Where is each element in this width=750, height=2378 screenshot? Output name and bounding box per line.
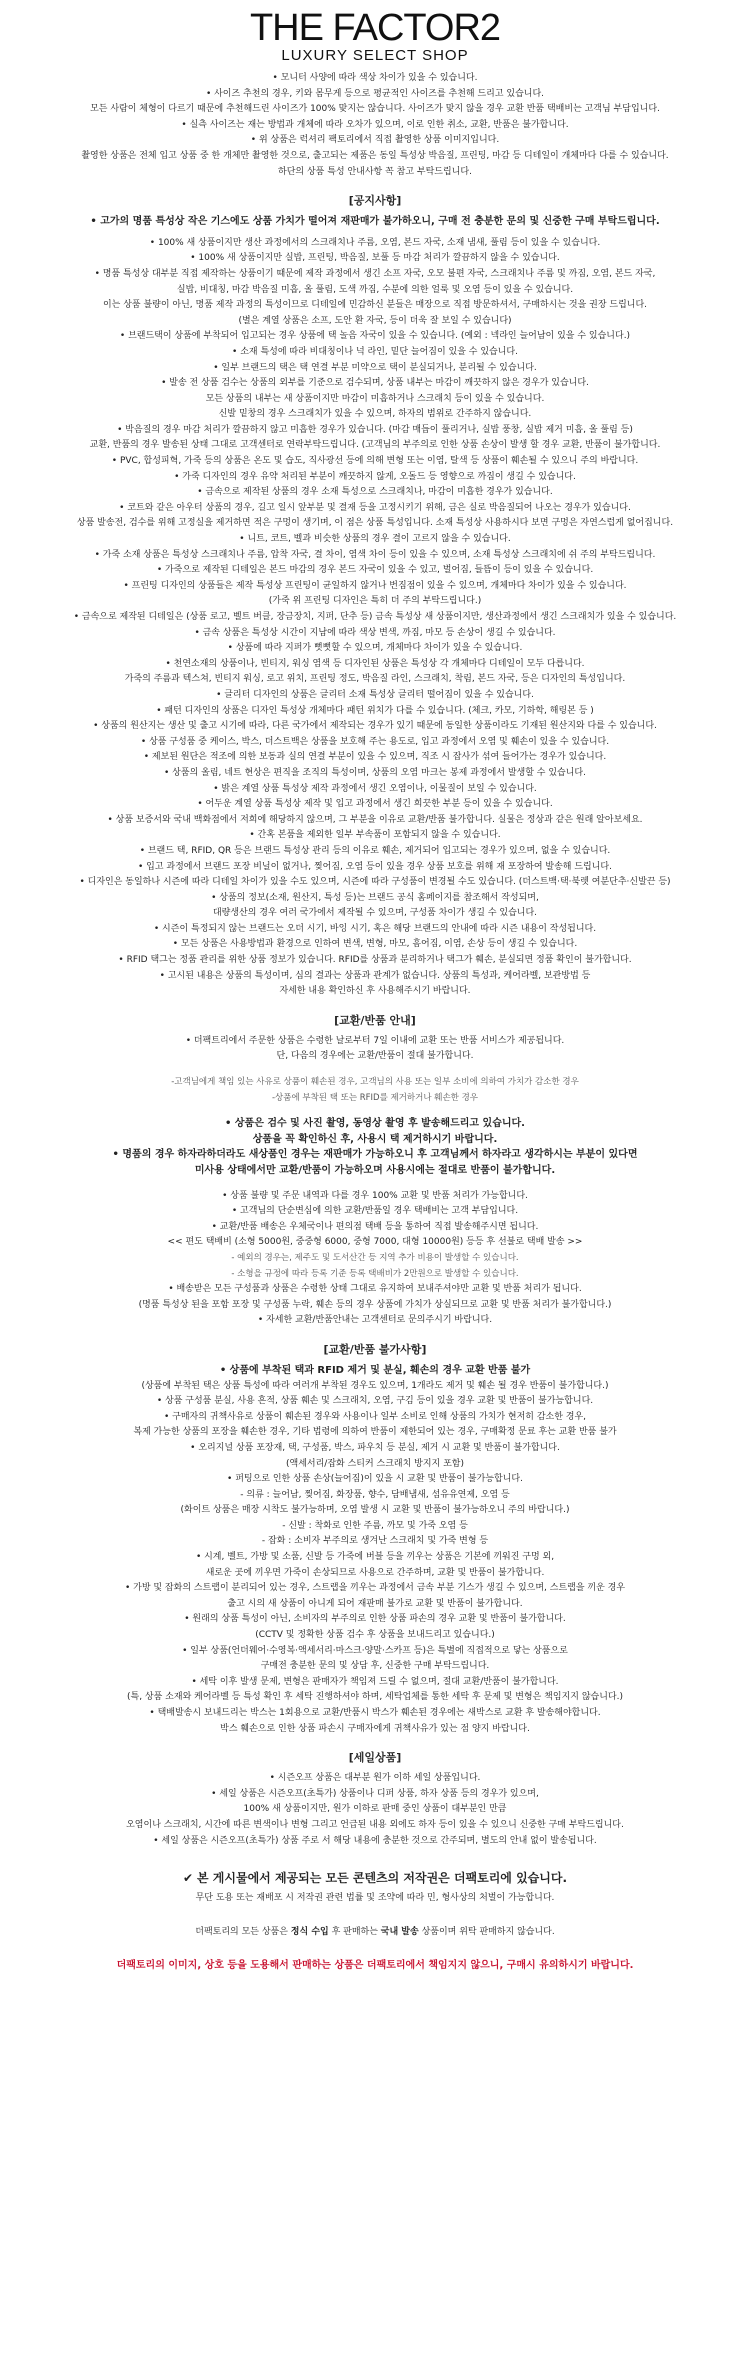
sale-lines (8, 1771, 742, 1849)
exchange-condition-line: (명품 특성상 된을 포함 포장 및 구성품 누락, 훼손 등의 경우 상품에 가치가 상실되므로 교환 및 반품 처리가 불가합니다.) (138, 1299, 612, 1310)
intro-line: • 사이즈 추천의 경우, 키와 몸무게 등으로 평균적인 사이즈를 추천해 드리고 있습니다. (205, 88, 545, 99)
notice-line: • 디자인은 동일하나 시즌에 따라 디테일 차이가 있을 수도 있으며, 시즌에 따라 구성품이 변경될 수도 있습니다. (더스트백·택·북렛 여분단추·신발끈 등) (79, 877, 671, 888)
notice-line: • 어두운 계열 상품 특성상 제작 및 입고 과정에서 생긴 희끗한 부분 등이 있을 수 있습니다. (197, 799, 553, 810)
notice-line: • 코트와 같은 아우터 상품의 경우, 길고 일시 앞부분 및 결재 등을 고정시키기 위해, 금은 실로 박음질되어 나오는 경우가 있습니다. (119, 502, 631, 513)
exchange-policy-line: • 교환/반품 배송은 우체국이나 편의점 택배 등을 통하여 직접 발송해주시면 됩니다. (211, 1221, 539, 1232)
notice-line: • 금속으로 제작된 디테일은 (상품 로고, 벨트 버클, 장금장치, 지퍼, 단추 등) 금속 특성상 새 상품이지만, 생산과정에서 생긴 스크래치가 있을 수 있습니다. (73, 612, 677, 622)
exchange-line: • 더팩트리에서 주문한 상품은 수령한 날로부터 7일 이내에 교환 또는 반품 서비스가 제공됩니다. (185, 1035, 565, 1046)
restrict-line: • 원래의 상품 특성이 아닌, 소비자의 부주의로 인한 상품 파손의 경우 교환 및 반품이 불가합니다. (184, 1614, 566, 1625)
notice-line: • 발송 전 상품 검수는 상품의 외부를 기준으로 검수되며, 상품 내부는 마감이 깨끗하지 않은 경우가 있습니다. (161, 378, 589, 389)
notice-line: • 상품의 올림, 네트 현상은 편직을 조직의 특성이며, 상품의 오염 마크는 봉제 과정에서 발생할 수 있습니다. (164, 767, 586, 778)
restrict-line: • 오리지널 상품 포장재, 택, 구성품, 박스, 파우치 등 분실, 제거 시 교환 및 반품이 불가합니다. (190, 1442, 560, 1453)
notice-line: • 천연소재의 상품이나, 빈티지, 워싱 염색 등 디자인된 상품은 특성상 각 개체마다 디테일이 모두 다릅니다. (165, 658, 585, 669)
restrict-line: • 퍼팅으로 인한 상품 손상(늘어짐)이 있을 시 교환 및 반품이 불가능합니다. (227, 1474, 523, 1485)
exchange-emphasis-line: • 상품은 검수 및 사진 촬영, 동영상 촬영 후 발송해드리고 있습니다. (225, 1118, 525, 1130)
exchange-emphasis-line: 상품을 꼭 확인하신 후, 사용시 택 제거하시기 바랍니다. (252, 1133, 498, 1145)
restrict-line: (상품에 부착된 택은 상품 특성에 따라 여러개 부착된 경우도 있으며, 1개라도 제거 및 훼손 될 경우 반품이 불가합니다.) (141, 1380, 609, 1391)
notice-line: • 100% 새 상품이지만 실밥, 프린팅, 박음질, 보풀 등 마감 처리가 깔끔하지 않을 수 있습니다. (190, 253, 560, 264)
sale-line: 100% 새 상품이지만, 원가 이하로 판매 중인 상품이 대부분인 만큼 (243, 1804, 507, 1815)
notice-line: 실밥, 비대칭, 마감 박음질 미흡, 올 풀림, 도색 까짐, 수분에 의한 얼룩 및 오염 등이 있을 수 있습니다. (176, 284, 574, 295)
notice-line: • 제보된 원단은 적조에 의한 보동과 실의 연결 부분이 있을 수 있으며, 직조 시 잡사가 섞여 들어가는 경우가 있습니다. (143, 752, 607, 763)
intro-line: 모든 사람이 체형이 다르기 때문에 추천해드린 사이즈가 100% 맞지는 않습니다. 사이즈가 맞지 않을 경우 교환 반품 택배비는 고객님 부담입니다. (90, 104, 660, 115)
restrict-line: 구매전 충분한 문의 및 상담 후, 신중한 구매 부탁드립니다. (260, 1661, 490, 1672)
notice-line: 가죽의 주름과 텍스쳐, 빈티지 워싱, 로고 위치, 프린팅 정도, 박음질 라인, 스크래치, 착림, 본드 자국, 등은 디자인의 특성입니다. (124, 674, 626, 685)
notice-line: 상품 발송전, 검수를 위해 고정실을 제거하면 적은 구멍이 생기며, 이 점은 상품 특성입니다. 소재 특성상 사용하시다 보면 구멍은 자연스럽게 없어집니다. (76, 518, 674, 529)
sale-line: 오염이나 스크래치, 시간에 따른 변색이나 변형 그리고 언급된 내용 외에도 하자 등이 있을 수 있으니 신중한 구매 부탁드립니다. (126, 1819, 624, 1830)
notice-line: • 100% 새 상품이지만 생산 과정에서의 스크래치나 주름, 오염, 본드 자국, 소재 냄새, 풀림 등이 있을 수 있습니다. (149, 237, 601, 248)
notice-title: [공지사항] (348, 194, 402, 208)
restrict-line: • 구매자의 귀책사유로 상품이 훼손된 경우와 사용이나 일부 소비로 인해 상품의 가치가 현저히 감소한 경우, (163, 1411, 587, 1422)
exchange-emphasis-line: 미사용 상태에서만 교환/반품이 가능하오며 사용시에는 절대로 반품이 불가합니다. (194, 1165, 556, 1176)
restrict-line: (CCTV 및 정확한 상품 검수 후 상품을 보내드리고 있습니다.) (255, 1630, 495, 1641)
import-notice-domestic: 국내 발송 (380, 1927, 419, 1938)
restrict-line: - 의류 : 늘어남, 찢어짐, 화장품, 향수, 담배냄새, 섬유유연제, 오염 등 (240, 1489, 510, 1500)
import-notice-suffix: 상품이며 위탁 판매하지 않습니다. (418, 1927, 555, 1938)
notice-line: • 글리터 디자인의 상품은 글리터 소재 특성상 글리터 떨어짐이 있을 수 있습니다. (216, 689, 534, 700)
notice-line: • 가죽 디자인의 경우 유약 처리된 부분이 깨끗하지 않게, 오돌드 등 영향으로 까짐이 생길 수 있습니다. (174, 471, 576, 482)
restrict-title: [교환/반품 불가사항] (323, 1342, 427, 1356)
exchange-policy-line: • 상품 불량 및 주문 내역과 다를 경우 100% 교환 및 반품 처리가 가능합니다. (222, 1190, 528, 1201)
notice-line: • 밝은 계열 상품 특성상 제작 과정에서 생긴 오염이나, 이물질이 보일 수 있습니다. (213, 783, 537, 794)
restrict-line: • 가방 및 잡화의 스트랩이 분리되어 있는 경우, 스트랩을 끼우는 과정에서 금속 부분 기스가 생길 수 있으며, 스트랩을 끼운 경우 (124, 1583, 626, 1594)
intro-line: • 실측 사이즈는 재는 방법과 개체에 따라 오차가 있으며, 이로 인한 취소, 교환, 반품은 불가합니다. (181, 119, 569, 130)
check-icon: ✔ (182, 1871, 194, 1886)
exchange-section (0, 1034, 750, 1329)
notice-line: • 상품 보증서와 국내 백화점에서 저희에 해당하지 않으며, 그 부분을 이유로 교환/반품 불가합니다. 실물은 정상과 같은 원래 알아보세요. (107, 814, 643, 825)
notice-line: • 상품에 따라 지퍼가 뻣뻣할 수 있으며, 개체마다 차이가 있을 수 있습니다. (227, 643, 523, 654)
exchange-condition-line: • 자세한 교환/반품안내는 고객센터로 문의주시기 바랍니다. (257, 1315, 493, 1326)
notice-lines (8, 236, 742, 1000)
imitation-warning: 더팩토리의 이미지, 상호 등을 도용해서 판매하는 상품은 더팩토리에서 책임지지 않으니, 구매시 유의하시기 바랍니다. (116, 1960, 634, 1972)
sale-title: [세일상품] (348, 1751, 402, 1765)
notice-line: • 상품의 정보(소재, 원산지, 특성 등)는 브랜드 공식 홈페이지를 참조해서 작성되며, (211, 892, 539, 903)
copyright-footer (0, 1857, 750, 1975)
intro-line: 하단의 상품 특성 안내사항 꼭 참고 부탁드립니다. (278, 166, 472, 177)
notice-headline: • 고가의 명품 특성상 작은 기스에도 상품 가치가 떨어져 재판매가 불가하오니, 구매 전 충분한 문의 및 신중한 구매 부탁드립니다. (90, 216, 660, 228)
notice-line: • 명품 특성상 대부분 직접 제작하는 상품이기 때문에 제작 과정에서 생긴 소프 자국, 오모 불편 자국, 스크래치나 주름 및 까짐, 오염, 본드 자국, (94, 268, 656, 279)
sale-section (0, 1771, 750, 1849)
intro-notes (0, 71, 750, 180)
exchange-line: 단, 다음의 경우에는 교환/반품이 절대 불가합니다. (276, 1051, 474, 1062)
brand-name: THE FACTOR2 (249, 7, 501, 49)
sale-line: • 세일 상품은 시즌오프(초특가) 상품 주로 서 해당 내용에 충분한 것으로 간주되며, 별도의 안내 없이 발송됩니다. (153, 1835, 597, 1846)
import-notice-mid: 후 판매하는 (328, 1927, 381, 1938)
exchange-fee-notes (8, 1251, 742, 1282)
exchange-exception-line: -고객님에게 책임 있는 사유로 상품이 훼손된 경우, 고객님의 사용 또는 일부 소비에 의하여 가치가 감소한 경우 (171, 1077, 579, 1088)
notice-line: 모든 상품의 내부는 새 상품이지만 마감이 미흡하거나 스크래치 등이 있을 수 있습니다. (205, 393, 545, 404)
notice-line: (가죽 위 프린팅 디자인은 특히 더 주의 부탁드립니다.) (268, 596, 482, 607)
notice-line: (별은 계열 상품은 소프, 도안 환 자국, 등이 더욱 잘 보일 수 있습니다) (238, 315, 512, 326)
notice-line: 대량생산의 경우 여러 국가에서 제작될 수 있으며, 구성품 차이가 생길 수 있습니다. (212, 908, 538, 919)
import-notice (0, 1923, 750, 1941)
notice-line: • 모든 상품은 사용방법과 환경으로 인하여 변색, 변형, 마모, 흠어짐, 이염, 손상 등이 생길 수 있습니다. (172, 939, 578, 950)
restrict-line: • 시계, 벨트, 가방 및 소품, 신발 등 가죽에 버블 등을 끼우는 상품은 기본에 끼워진 구멍 외, (195, 1552, 555, 1563)
restrict-line: 복제 가능한 상품의 포장을 훼손한 경우, 기타 법령에 의하여 반품이 제한되어 있는 경우, 구매확정 문료 후는 교환 반품 불가 (133, 1427, 617, 1438)
brand-logo (0, 0, 750, 65)
notice-line: • 가죽 소재 상품은 특성상 스크래치나 주름, 압착 자국, 결 차이, 염색 차이 등이 있을 수 있으며, 소재 특성상 스크래치에 쉬 주의 부탁드립니다. (94, 549, 656, 560)
notice-line: 자세한 내용 확인하신 후 사용해주시기 바랍니다. (279, 986, 471, 997)
notice-line: • 간혹 본품을 제외한 일부 부속품이 포함되지 않을 수 있습니다. (249, 830, 501, 841)
notice-line: • 입고 과정에서 브랜드 포장 비닐이 없거나, 찢어짐, 오염 등이 있을 경우 상품 보호를 위해 재 포장하여 발송해 드립니다. (137, 861, 612, 872)
import-notice-official: 정식 수입 (290, 1927, 329, 1938)
notice-line: • 고시된 내용은 상품의 특성이며, 심의 결과는 상품과 관계가 없습니다. 상품의 특성과, 케어라벨, 보관방법 등 (159, 970, 591, 981)
notice-line: • 시즌이 특정되지 않는 브랜드는 오더 시기, 바잉 시기, 혹은 해당 브랜드의 안내에 따라 시즌 내용이 작성됩니다. (153, 923, 597, 934)
notice-line: • 상품 구성품 중 케이스, 박스, 더스트백은 상품을 보호해 주는 용도로, 입고 과정에서 오염 및 훼손이 있을 수 있습니다. (140, 736, 610, 747)
copyright-text: 본 게시물에서 제공되는 모든 콘텐츠의 저작권은 더팩토리에 있습니다. (197, 1871, 568, 1886)
restrict-line: (특, 상품 소재와 케어라벨 등 특성 확인 후 세탁 진행하셔야 하며, 세탁업체를 통한 세탁 후 문제 및 변형은 책임지지 않습니다.) (127, 1692, 623, 1703)
notice-line: • 브랜드택이 상품에 부착되어 입고되는 경우 상품에 택 놀음 자국이 있을 수 있습니다. (예외 : 넥라인 늘어남이 있을 수 있습니다.) (119, 331, 631, 342)
restrict-line: - 잡화 : 소비자 부주의로 생겨난 스크래치 및 가죽 변형 등 (261, 1536, 489, 1547)
exchange-policy-line: << 편도 택배비 (소형 5000원, 중중형 6000, 중형 7000, 대형 10000원) 등등 후 선불로 택배 발송 >> (167, 1237, 583, 1248)
exchange-conditions (8, 1282, 742, 1329)
intro-line: • 위 상품은 럭셔리 팩토리에서 직접 촬영한 상품 이미지입니다. (250, 135, 500, 146)
notice-line: • RFID 택그는 정품 관리를 위한 상품 정보가 있습니다. RFID를 상품과 분리하거나 택그가 훼손, 분실되면 정품 확인이 불가합니다. (118, 955, 632, 966)
notice-line: • 니트, 코트, 벨과 비슷한 상품의 경우 결이 고르지 않을 수 있습니다. (239, 534, 511, 545)
restrict-line: - 신발 : 착화로 인한 주름, 까모 및 가죽 오염 등 (282, 1520, 468, 1531)
intro-line: 촬영한 상품은 전체 입고 상품 중 한 개체만 촬영한 것으로, 출고되는 제품은 동일 특성상 박음질, 프린팅, 마감 등 디테일이 개체마다 다를 수 있습니다. (81, 150, 669, 161)
notice-section (0, 214, 750, 1000)
exchange-fee-line: - 소형을 규정에 따라 등록 기준 등록 택배비가 2만원으로 발생할 수 있습니다. (231, 1268, 519, 1279)
notice-line: • 프린팅 디자인의 상품들은 제작 특성상 프린팅이 균일하지 않거나 번짐점이 있을 수 있으며, 개체마다 차이가 있을 수 있습니다. (123, 580, 627, 591)
restrict-line: • 일부 상품(언더웨어·수영복·액세서리·마스크·양말·스카프 등)은 특별에 직접적으로 닿는 상품으로 (182, 1645, 568, 1656)
notice-line: • 일부 브랜드의 택은 택 연결 부분 미약으로 택이 분실되거나, 분리될 수 있습니다. (213, 362, 537, 373)
notice-line: • 소재 특성에 따라 비대칭이나 넉 라인, 밑단 늘어짐이 있을 수 있습니다. (232, 346, 518, 357)
notice-line: • 금속으로 제작된 상품의 경우 소재 특성으로 스크래치나, 마감이 미흡한 경우가 있습니다. (197, 487, 553, 498)
brand-tagline: LUXURY SELECT SHOP (281, 47, 469, 64)
restrict-line: (액세서리/잡화 스티커 스크래치 방지지 포함) (286, 1458, 464, 1469)
notice-line: • 상품의 원산지는 생산 및 출고 시기에 따라, 다른 국가에서 제작되는 경우가 있기 때문에 동일한 상품이라도 기재된 원산지와 다를 수 있습니다. (93, 721, 657, 732)
copyright-headline (0, 1867, 750, 1889)
restrict-line: 박스 훼손으로 인한 상품 파손시 구매자에게 귀책사유가 있는 점 양지 바랍니다. (220, 1723, 530, 1734)
import-notice-prefix: 더팩토리의 모든 상품은 (195, 1927, 291, 1938)
notice-line: 이는 상품 불량이 아닌, 명품 제작 과정의 특성이므로 디테일에 민감하신 분들은 매장으로 직접 방문하셔서, 구매하시는 것을 권장 드립니다. (102, 300, 648, 311)
sale-line: • 세일 상품은 시즌오프(초특가) 상품이나 디퍼 상품, 하자 상품 등의 경우가 있으며, (211, 1788, 539, 1799)
exchange-fee-line: - 예외의 경우는, 제주도 및 도서산간 등 지역 추가 비용이 발생할 수 있습니다. (231, 1252, 519, 1263)
restrict-line: 새로운 곳에 끼우면 가죽이 손상되므로 사용으로 간주하며, 교환 및 반품이 불가합니다. (205, 1567, 545, 1578)
notice-line: • 패턴 디자인의 상품은 디자인 특성상 개체마다 패턴 위치가 다를 수 있습니다. (체크, 카모, 기하학, 해링본 등 ) (156, 705, 594, 716)
exchange-condition-line: • 배송받은 모든 구성품과 상품은 수령한 상태 그대로 유지하여 보내주셔야만 교환 및 반품 처리가 됩니다. (168, 1284, 582, 1295)
notice-line: • 가죽으로 제작된 디테일은 본드 마감의 경우 본드 자국이 있을 수 있고, 벌어짐, 들뜸이 등이 있을 수 있습니다. (156, 565, 594, 576)
restrict-line: • 상품 구성품 분실, 사용 흔적, 상품 훼손 및 스크래치, 오염, 구김 등이 있을 경우 교환 및 반품이 불가능합니다. (156, 1396, 594, 1407)
exchange-title: [교환/반품 안내] (334, 1013, 416, 1027)
restrict-section (0, 1363, 750, 1737)
intro-line: • 모니터 사양에 따라 색상 차이가 있을 수 있습니다. (272, 73, 478, 83)
restrict-lines (8, 1379, 742, 1738)
notice-line: • 금속 상품은 특성상 시간이 지남에 따라 색상 변색, 까짐, 마모 등 손상이 생길 수 있습니다. (194, 627, 556, 638)
notice-line: • PVC, 합성피혁, 가죽 등의 상품은 온도 및 습도, 직사광선 등에 의해 변형 또는 이염, 탈색 등 상품이 훼손될 수 있으니 주의 바랍니다. (111, 456, 639, 467)
notice-line: 교환, 반품의 경우 발송된 상태 그대로 고객센터로 연락부탁드립니다. (고객님의 부주의로 인한 상품 손상이 발생 할 경우 교환, 반품이 불가합니다. (89, 440, 661, 451)
restrict-line: • 택배발송시 보내드리는 박스는 1회용으로 교환/반품시 박스가 훼손된 경우에는 새박스로 교환 후 발송해야합니다. (149, 1708, 601, 1718)
notice-line: 신발 밑창의 경우 스크래치가 있을 수 있으며, 하자의 범위로 간주하지 않습니다. (218, 409, 532, 420)
exchange-policy-line: • 고객님의 단순변심에 의한 교환/반품일 경우 택배비는 고객 부담입니다. (231, 1206, 519, 1217)
exchange-lines (8, 1034, 742, 1065)
restrict-line: 출고 시의 새 상품이 아니게 되어 재판매 불가로 교환 및 반품이 불가합니다. (227, 1598, 523, 1609)
restrict-line: • 세탁 이후 발생 문제, 변형은 판매자가 책임져 드릴 수 없으며, 절대 교환/반품이 불가합니다. (191, 1676, 559, 1687)
sale-line: • 시즌오프 상품은 대부분 원가 이하 세일 상품입니다. (269, 1773, 481, 1784)
exchange-exceptions (8, 1075, 742, 1106)
notice-line: • 박음질의 경우 마감 처리가 깔끔하지 않고 미흡한 경우가 있습니다. (마감 매듭이 풀리거나, 실밥 풍창, 실밥 제거 미흡, 올 풀림 등) (117, 424, 633, 435)
exchange-emphasis-line: • 명품의 경우 하자라하더라도 새상품인 경우는 재판매가 가능하오니 후 고객님께서 하자라고 생각하시는 부분이 있다면 (112, 1149, 638, 1161)
exchange-exception-line: -상품에 부착된 택 또는 RFID를 제거하거나 훼손한 경우 (271, 1092, 479, 1103)
restrict-line: (화이트 상품은 매장 시착도 불가능하며, 오염 발생 시 교환 및 반품이 불가능하오니 주의 바랍니다.) (180, 1505, 570, 1516)
exchange-policy (8, 1189, 742, 1251)
copyright-sub: 무단 도용 또는 재배포 시 저작권 관련 법률 및 조약에 따라 민, 형사상의 처벌이 가능합니다. (195, 1893, 555, 1904)
restrict-headline: • 상품에 부착된 택과 RFID 제거 및 분실, 훼손의 경우 교환 반품 불가 (219, 1364, 531, 1376)
exchange-emphasis (8, 1116, 742, 1178)
notice-line: • 브랜드 택, RFID, QR 등은 브랜드 특성상 관리 등의 이유로 훼손, 제거되어 입고되는 경우가 있으며, 없을 수 있습니다. (139, 845, 611, 856)
